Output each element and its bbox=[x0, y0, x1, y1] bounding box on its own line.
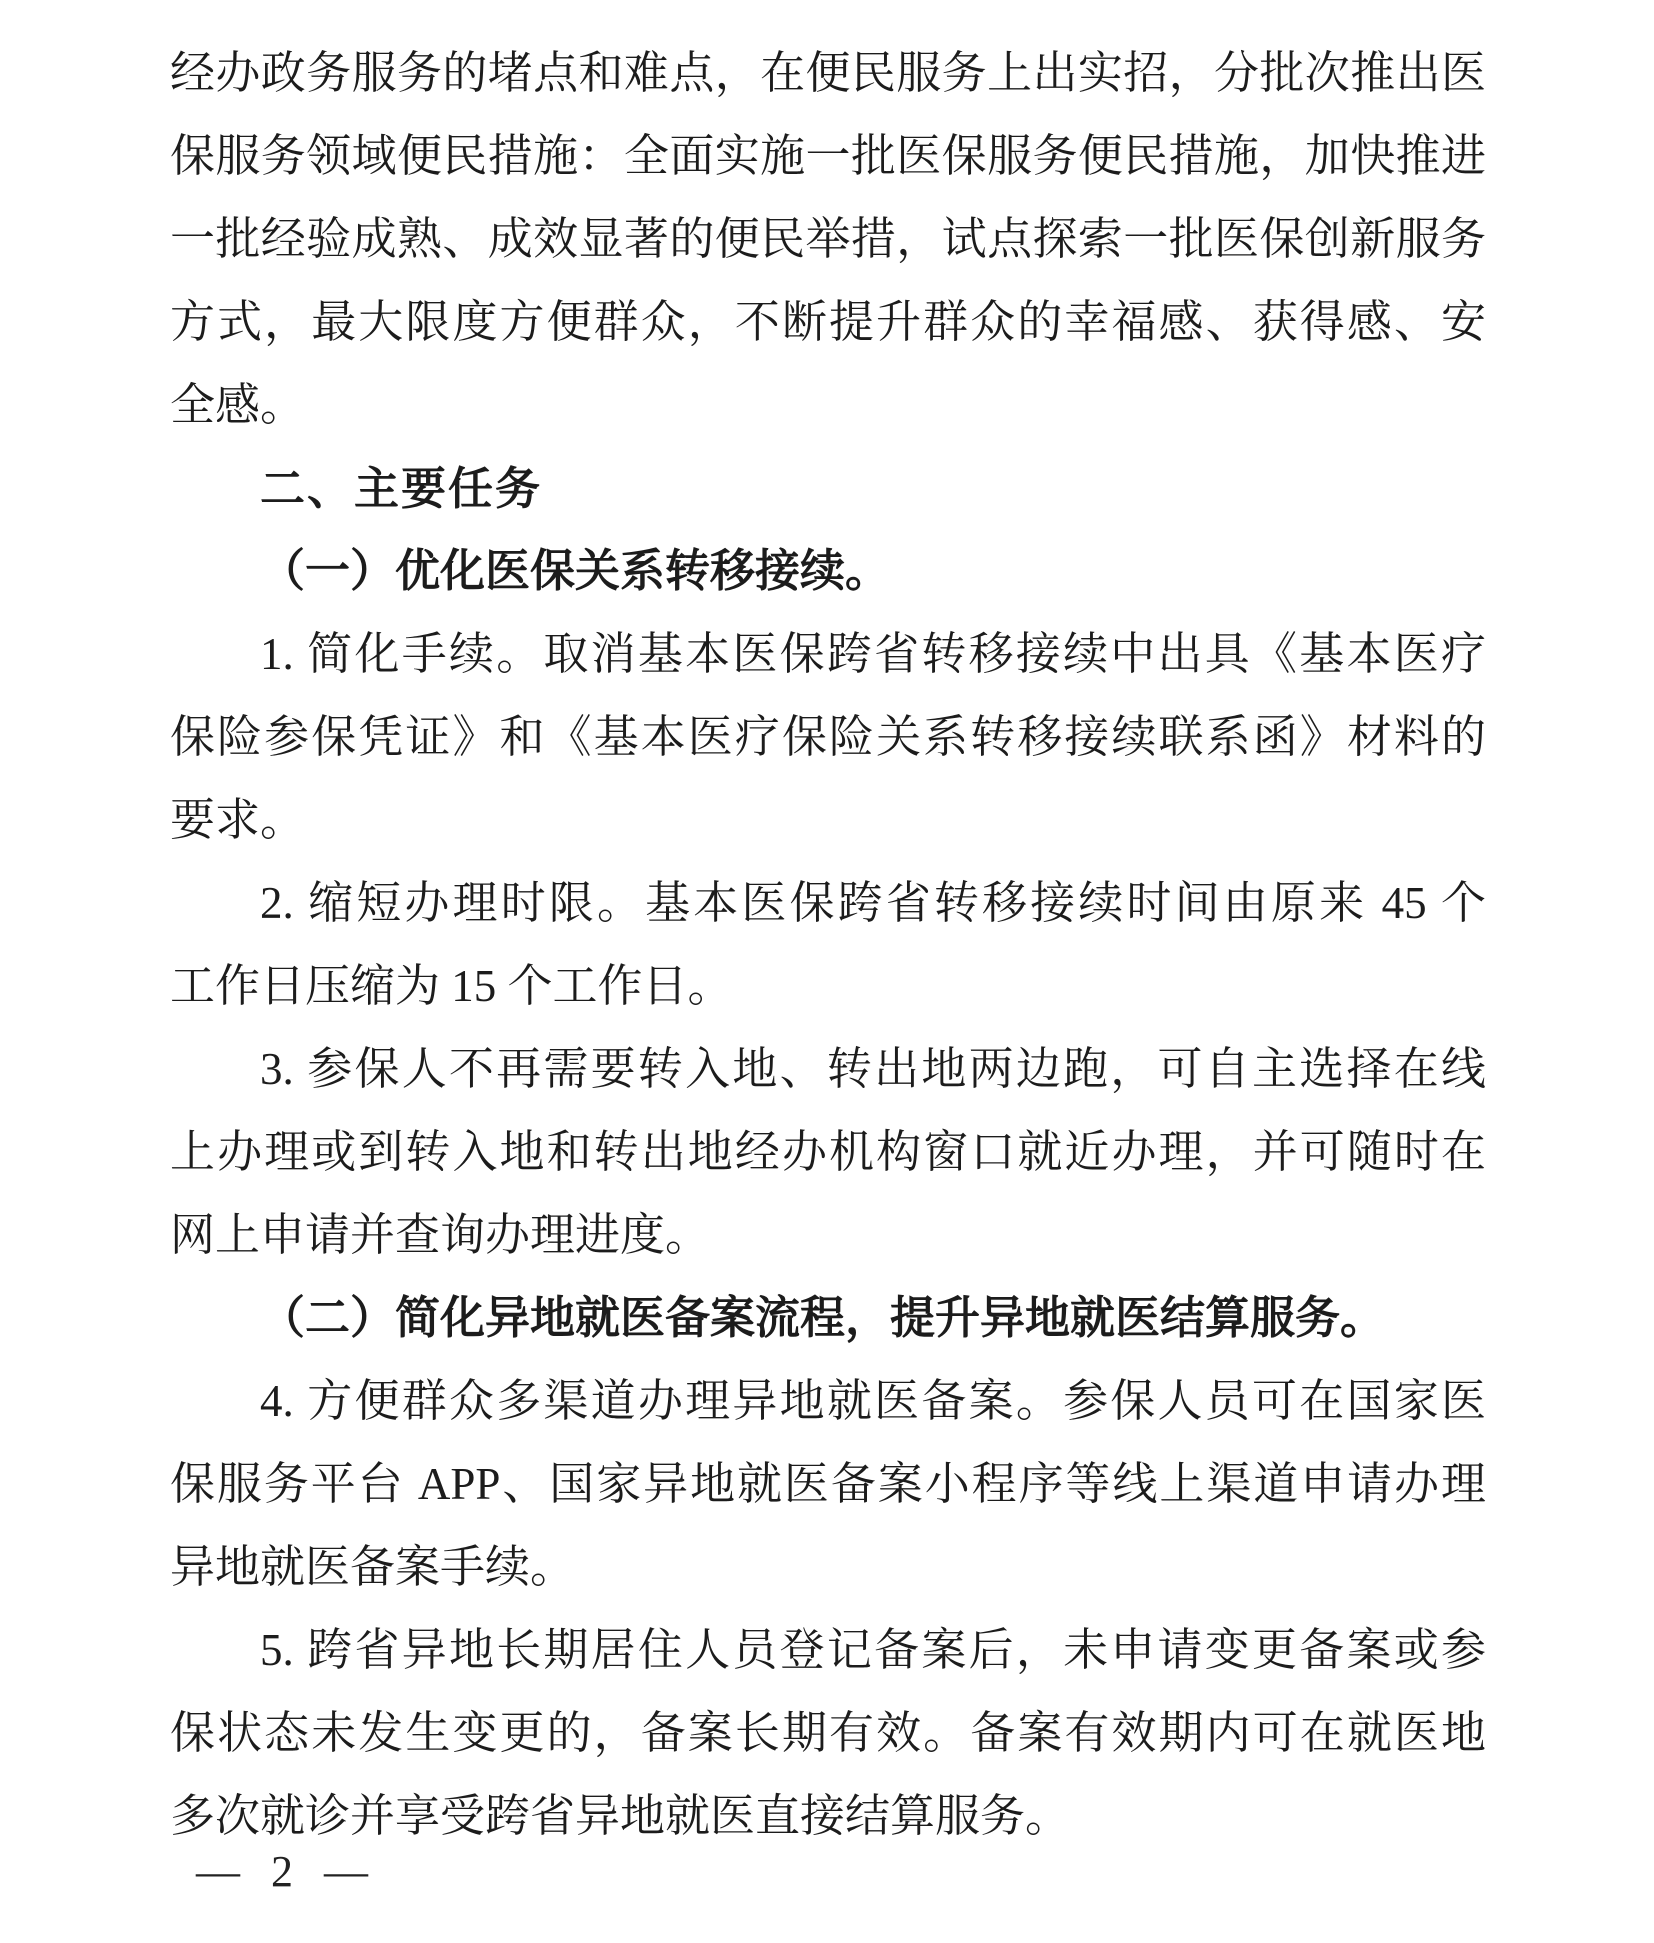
section-heading-main: 二、主要任务 bbox=[260, 463, 543, 514]
document-body bbox=[170, 32, 1486, 1858]
body-line: 要求。 bbox=[170, 795, 306, 845]
section-heading-sub: （一）优化医保关系转移接续。 bbox=[260, 546, 891, 596]
body-line: 1. 简化手续。取消基本医保跨省转移接续中出具《基本医疗 bbox=[260, 629, 1486, 679]
section-heading-sub: （二）简化异地就医备案流程，提升异地就医结算服务。 bbox=[260, 1293, 1386, 1343]
body-line: 5. 跨省异地长期居住人员登记备案后，未申请变更备案或参 bbox=[260, 1625, 1486, 1675]
body-line: 工作日压缩为 15 个工作日。 bbox=[170, 961, 733, 1011]
body-line: 保服务平台 APP、国家异地就医备案小程序等线上渠道申请办理 bbox=[170, 1459, 1486, 1509]
body-line: 经办政务服务的堵点和难点，在便民服务上出实招，分批次推出医 bbox=[170, 48, 1486, 98]
body-line: 保状态未发生变更的，备案长期有效。备案有效期内可在就医地 bbox=[170, 1708, 1486, 1758]
body-line: 异地就医备案手续。 bbox=[170, 1542, 576, 1592]
page-number: — 2 — bbox=[196, 1847, 378, 1896]
body-line: 一批经验成熟、成效显著的便民举措，试点探索一批医保创新服务 bbox=[170, 214, 1486, 264]
body-line: 2. 缩短办理时限。基本医保跨省转移接续时间由原来 45 个 bbox=[260, 878, 1486, 928]
body-line: 上办理或到转入地和转出地经办机构窗口就近办理，并可随时在 bbox=[170, 1127, 1486, 1177]
body-line: 方式，最大限度方便群众，不断提升群众的幸福感、获得感、安 bbox=[170, 297, 1486, 347]
body-line: 网上申请并查询办理进度。 bbox=[170, 1210, 711, 1260]
body-line: 保服务领域便民措施：全面实施一批医保服务便民措施，加快推进 bbox=[170, 131, 1486, 181]
body-line: 3. 参保人不再需要转入地、转出地两边跑，可自主选择在线 bbox=[260, 1044, 1486, 1094]
body-line: 4. 方便群众多渠道办理异地就医备案。参保人员可在国家医 bbox=[260, 1376, 1486, 1426]
body-line: 多次就诊并享受跨省异地就医直接结算服务。 bbox=[170, 1791, 1071, 1841]
body-line: 保险参保凭证》和《基本医疗保险关系转移接续联系函》材料的 bbox=[170, 712, 1486, 762]
body-line: 全感。 bbox=[170, 380, 306, 430]
